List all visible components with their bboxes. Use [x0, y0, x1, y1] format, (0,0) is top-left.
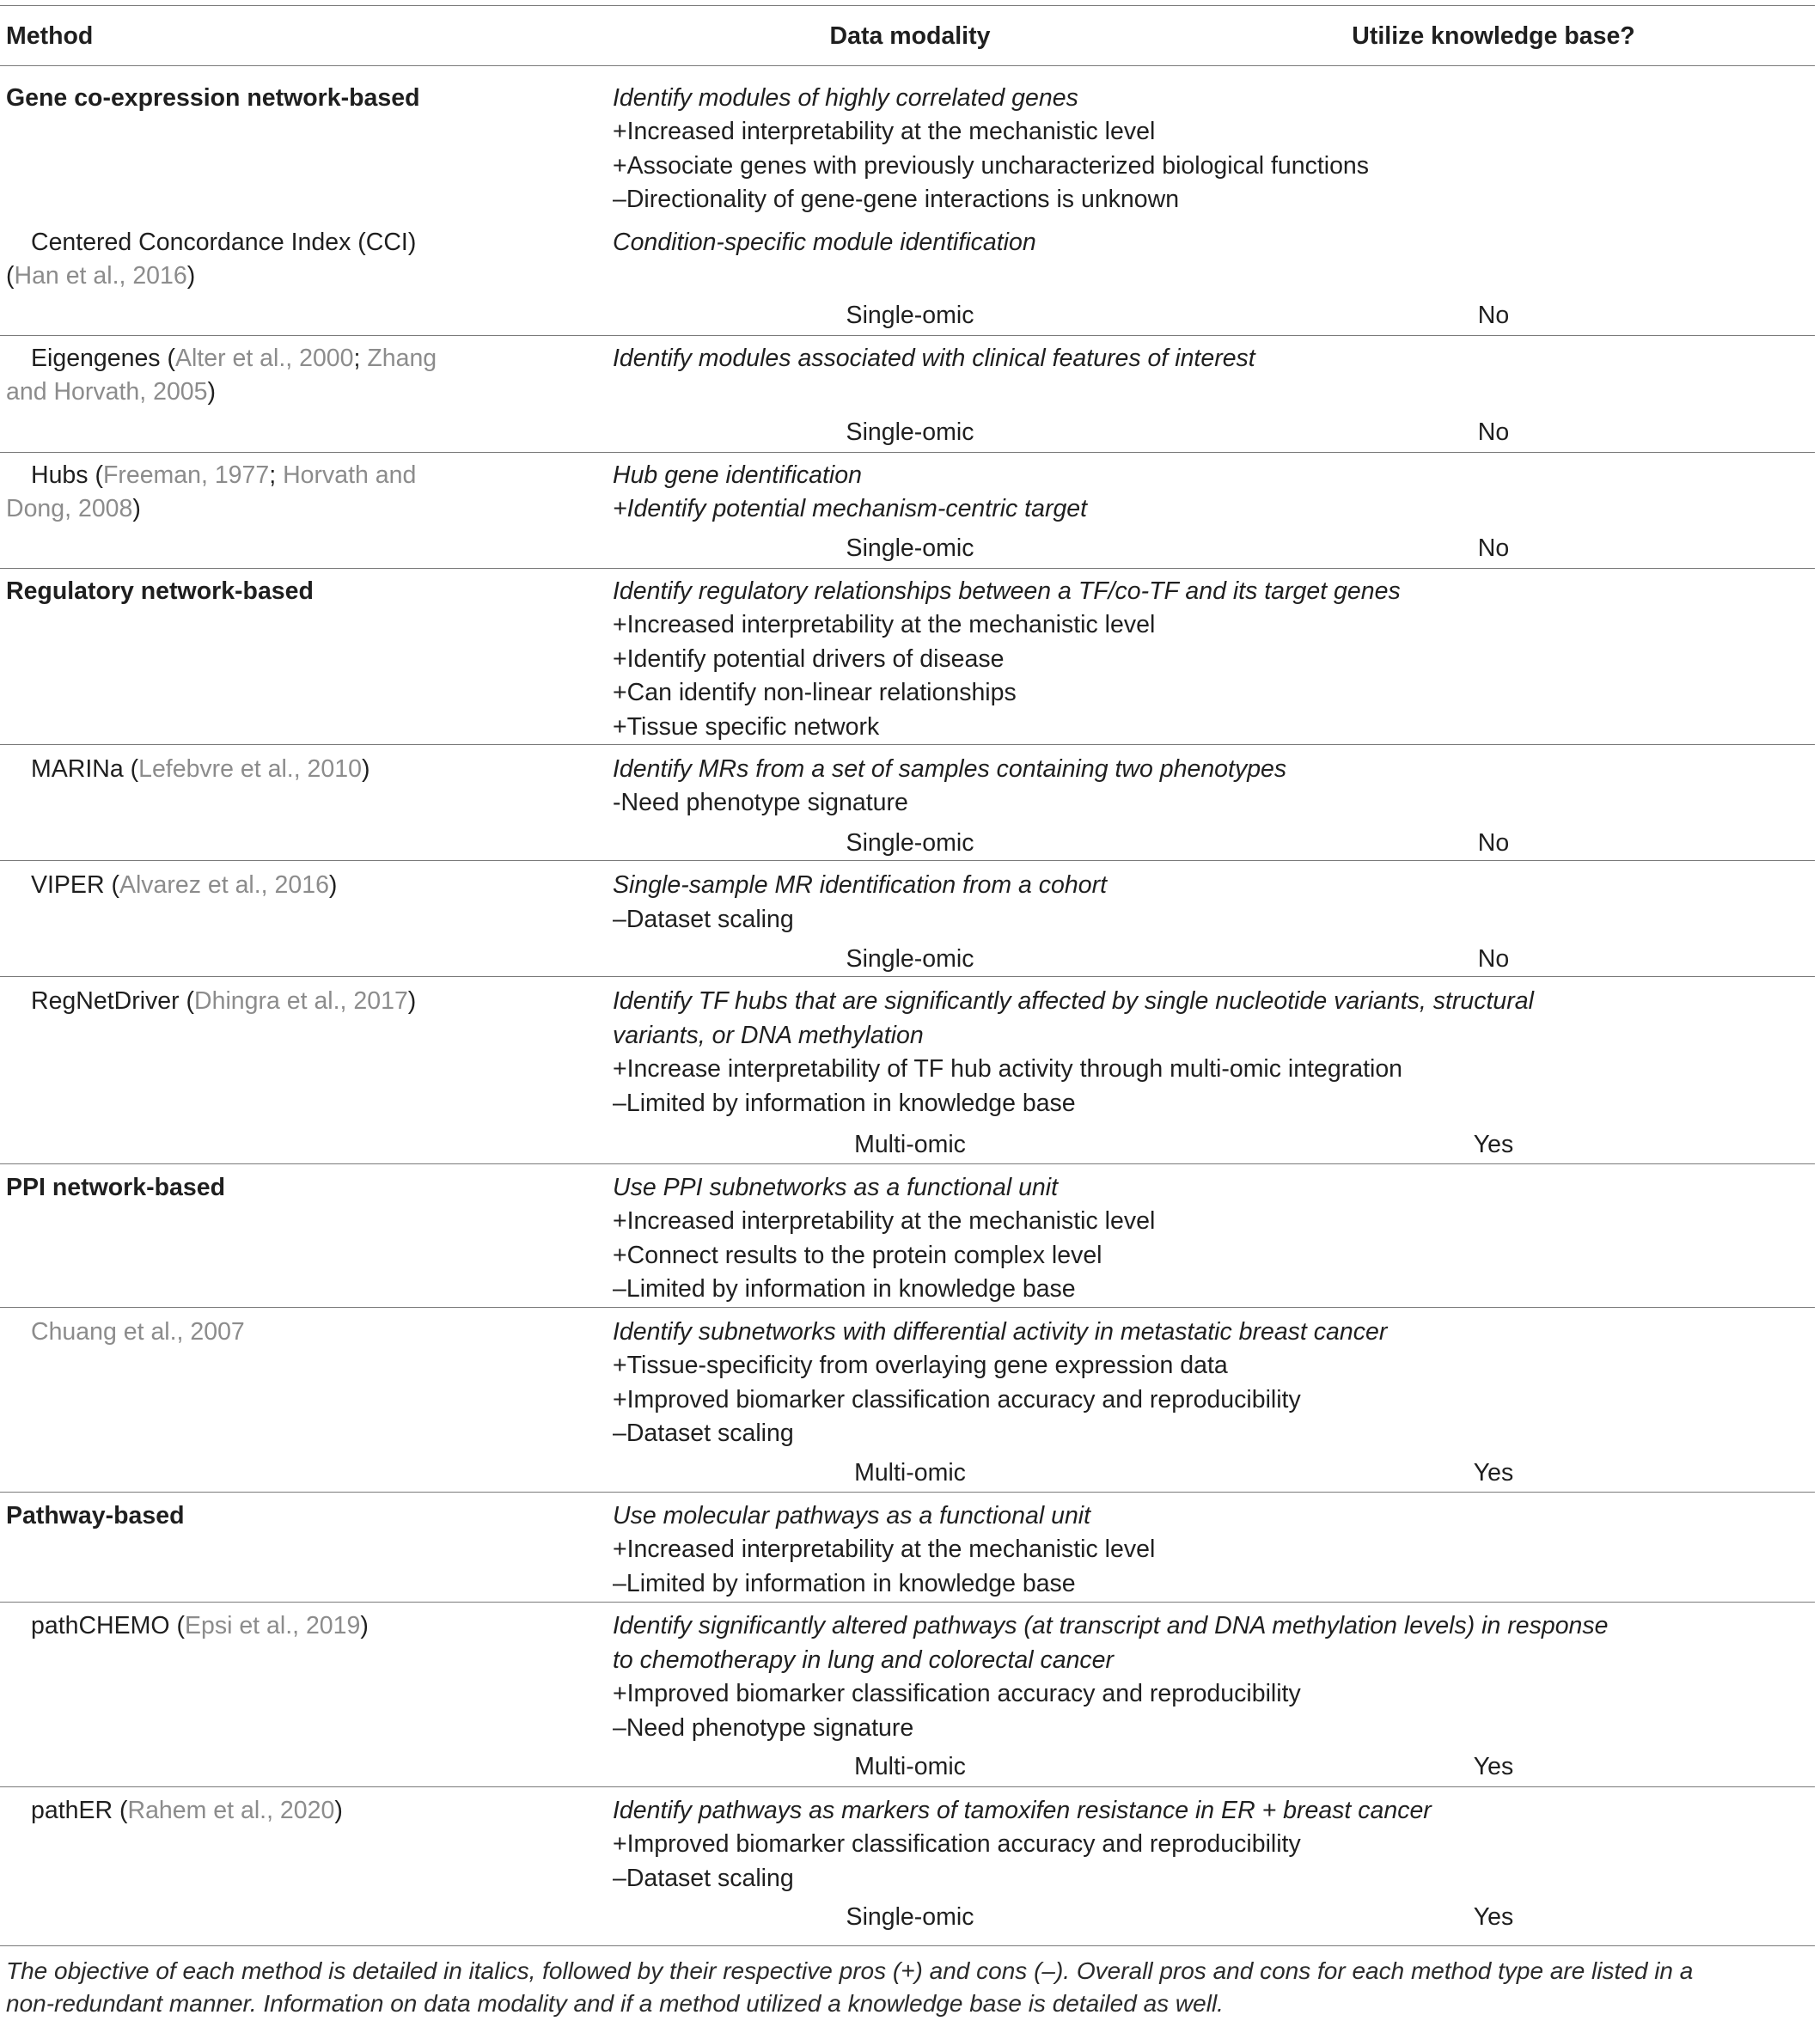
method-name-pather: pathER (Rahem et al., 2020) — [31, 1797, 343, 1824]
pro-line: +Increased interpretability at the mechanistic level — [613, 1207, 1156, 1235]
method-name-viper: VIPER (Alvarez et al., 2016) — [31, 871, 338, 899]
knowledge-base-value: Yes — [1473, 1903, 1514, 1931]
header-method: Method — [6, 22, 94, 50]
pro-line: +Increased interpretability at the mechanistic level — [613, 1536, 1156, 1563]
table-footnote-line: non-redundant manner. Information on data modality and if a method utilized a knowledge base is detailed as well. — [6, 1990, 1224, 2017]
con-line: –Dataset scaling — [613, 906, 794, 933]
objective-line: Hub gene identification — [613, 461, 862, 489]
row-rule — [0, 744, 1815, 745]
data-modality-value: Single-omic — [846, 534, 974, 562]
knowledge-base-value: Yes — [1473, 1753, 1514, 1780]
pro-line: +Can identify non-linear relationships — [613, 679, 1017, 706]
pro-line: +Increased interpretability at the mechanistic level — [613, 118, 1156, 145]
data-modality-value: Single-omic — [846, 418, 974, 446]
con-line: –Limited by information in knowledge base — [613, 1090, 1076, 1117]
knowledge-base-value: No — [1477, 534, 1510, 562]
method-name-pathchemo: pathCHEMO (Epsi et al., 2019) — [31, 1612, 369, 1639]
objective-line: variants, or DNA methylation — [613, 1022, 924, 1049]
section-title-ppi: PPI network-based — [6, 1174, 225, 1201]
pro-line: +Connect results to the protein complex level — [613, 1242, 1102, 1269]
objective-line: Use molecular pathways as a functional unit — [613, 1502, 1091, 1529]
pro-line: +Increase interpretability of TF hub activity through multi-omic integration — [613, 1055, 1403, 1083]
header-rule — [0, 65, 1815, 66]
data-modality-value: Multi-omic — [854, 1753, 966, 1780]
data-modality-value: Single-omic — [846, 829, 974, 857]
section-title-regulatory: Regulatory network-based — [6, 577, 314, 605]
knowledge-base-value: Yes — [1473, 1459, 1514, 1487]
row-rule — [0, 1786, 1815, 1787]
row-rule — [0, 568, 1815, 569]
objective-line: Identify regulatory relationships between a TF/co-TF and its target genes — [613, 577, 1401, 605]
row-rule — [0, 1602, 1815, 1603]
method-ref-eigengenes: and Horvath, 2005) — [6, 378, 216, 406]
objective-line: to chemotherapy in lung and colorectal cancer — [613, 1646, 1115, 1674]
objective-line: +Identify potential mechanism-centric target — [613, 495, 1088, 522]
objective-line: Identify TF hubs that are significantly affected by single nucleotide variants, structural — [613, 987, 1534, 1015]
objective-line: Use PPI subnetworks as a functional unit — [613, 1174, 1059, 1201]
method-ref-chuang: Chuang et al., 2007 — [31, 1318, 245, 1346]
data-modality-value: Multi-omic — [854, 1131, 966, 1158]
method-name-cci: Centered Concordance Index (CCI) — [31, 229, 417, 256]
method-name-regnetdriver: RegNetDriver (Dhingra et al., 2017) — [31, 987, 417, 1015]
con-line: –Dataset scaling — [613, 1865, 794, 1892]
header-data-modality: Data modality — [829, 22, 991, 50]
table-bottom-rule — [0, 1945, 1815, 1946]
objective-line: Identify MRs from a set of samples containing two phenotypes — [613, 755, 1287, 783]
knowledge-base-value: Yes — [1473, 1131, 1514, 1158]
objective-line: Identify significantly altered pathways (at transcript and DNA methylation levels) in response — [613, 1612, 1609, 1639]
con-line: –Limited by information in knowledge base — [613, 1275, 1076, 1303]
pro-line: +Improved biomarker classification accuracy and reproducibility — [613, 1386, 1301, 1413]
data-modality-value: Single-omic — [846, 302, 974, 329]
method-ref-cci: (Han et al., 2016) — [6, 262, 196, 290]
data-modality-value: Multi-omic — [854, 1459, 966, 1487]
method-name-hubs: Hubs (Freeman, 1977; Horvath and — [31, 461, 417, 489]
row-rule — [0, 335, 1815, 336]
con-line: –Need phenotype signature — [613, 1714, 914, 1742]
pro-line: +Improved biomarker classification accuracy and reproducibility — [613, 1830, 1301, 1858]
row-rule — [0, 1492, 1815, 1493]
table-top-rule — [0, 5, 1815, 6]
pro-line: +Improved biomarker classification accuracy and reproducibility — [613, 1680, 1301, 1707]
header-knowledge-base: Utilize knowledge base? — [1352, 22, 1635, 50]
knowledge-base-value: No — [1477, 945, 1510, 973]
pro-line: +Tissue specific network — [613, 713, 880, 741]
section-title-gene-coexpression: Gene co-expression network-based — [6, 84, 420, 112]
con-line: –Directionality of gene-gene interactions is unknown — [613, 186, 1180, 213]
section-title-pathway: Pathway-based — [6, 1502, 185, 1529]
row-rule — [0, 1163, 1815, 1164]
knowledge-base-value: No — [1477, 418, 1510, 446]
objective-line: Condition-specific module identification — [613, 229, 1036, 256]
knowledge-base-value: No — [1477, 302, 1510, 329]
objective-line: Single-sample MR identification from a cohort — [613, 871, 1107, 899]
pro-line: +Tissue-specificity from overlaying gene expression data — [613, 1352, 1228, 1379]
method-ref-hubs: Dong, 2008) — [6, 495, 141, 522]
method-name-marina: MARINa (Lefebvre et al., 2010) — [31, 755, 370, 783]
data-modality-value: Single-omic — [846, 1903, 974, 1931]
method-name-eigengenes: Eigengenes (Alter et al., 2000; Zhang — [31, 345, 437, 372]
row-rule — [0, 1307, 1815, 1308]
row-rule — [0, 452, 1815, 453]
con-line: –Dataset scaling — [613, 1420, 794, 1447]
knowledge-base-value: No — [1477, 829, 1510, 857]
data-modality-value: Single-omic — [846, 945, 974, 973]
objective-line: Identify subnetworks with differential activity in metastatic breast cancer — [613, 1318, 1388, 1346]
objective-line: Identify modules of highly correlated genes — [613, 84, 1078, 112]
table-footnote-line: The objective of each method is detailed in italics, followed by their respective pros (+) and cons (–). Overall pros and cons for each method type are listed in a — [6, 1957, 1694, 1984]
pro-line: +Increased interpretability at the mechanistic level — [613, 611, 1156, 638]
pro-line: +Identify potential drivers of disease — [613, 645, 1005, 673]
objective-line: Identify pathways as markers of tamoxifen resistance in ER + breast cancer — [613, 1797, 1432, 1824]
row-rule — [0, 860, 1815, 861]
objective-line: Identify modules associated with clinical features of interest — [613, 345, 1255, 372]
con-line: –Limited by information in knowledge base — [613, 1570, 1076, 1597]
row-rule — [0, 976, 1815, 977]
pro-line: +Associate genes with previously uncharacterized biological functions — [613, 152, 1370, 180]
con-line: -Need phenotype signature — [613, 789, 908, 816]
